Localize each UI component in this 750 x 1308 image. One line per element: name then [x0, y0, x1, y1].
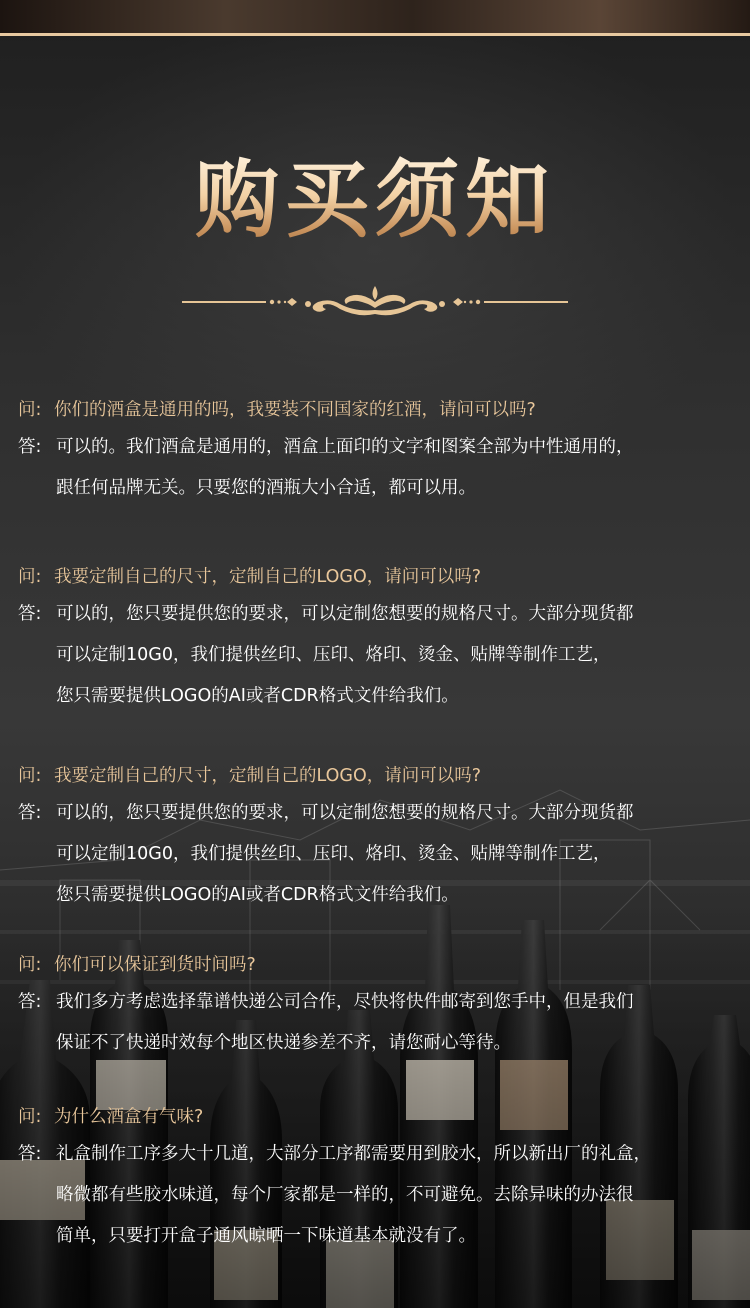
faq-question [18, 948, 733, 982]
answer-prefix: 答: [18, 604, 42, 624]
answer-line: 简单，只要打开盒子通风晾晒一下味道基本就没有了。 [56, 1226, 476, 1246]
answer-line: 可以定制10G0，我们提供丝印、压印、烙印、烫金、贴牌等制作工艺， [56, 645, 611, 665]
answer-line: 保证不了快递时效每个地区快递参差不齐，请您耐心等待。 [56, 1033, 511, 1053]
faq-answer [18, 1134, 733, 1257]
faq-item [18, 393, 733, 509]
faq-answer [18, 982, 733, 1064]
answer-line: 跟任何品牌无关。只要您的酒瓶大小合适，都可以用。 [56, 478, 476, 498]
question-prefix: 问: [18, 766, 42, 786]
answer-line: 礼盒制作工序多大十几道，大部分工序都需要用到胶水，所以新出厂的礼盒， [56, 1144, 651, 1164]
faq-item [18, 560, 733, 717]
answer-line: 略微都有些胶水味道，每个厂家都是一样的，不可避免。去除异味的办法很 [56, 1185, 634, 1205]
answer-line: 我们多方考虑选择靠谱快递公司合作，尽快将快件邮寄到您手中，但是我们 [56, 992, 634, 1012]
faq-item [18, 1100, 733, 1257]
faq-answer [18, 793, 733, 916]
answer-prefix: 答: [18, 992, 42, 1012]
faq-question [18, 393, 733, 427]
answer-line: 可以的，您只要提供您的要求，可以定制您想要的规格尺寸。大部分现货都 [56, 803, 634, 823]
answer-line: 您只需要提供LOGO的AI或者CDR格式文件给我们。 [56, 885, 459, 905]
faq-question [18, 759, 733, 793]
question-text: 为什么酒盒有气味? [54, 1107, 204, 1127]
answer-prefix: 答: [18, 1144, 42, 1164]
answer-line: 可以定制10G0，我们提供丝印、压印、烙印、烫金、贴牌等制作工艺， [56, 844, 611, 864]
question-text: 你们可以保证到货时间吗? [54, 955, 256, 975]
question-text: 你们的酒盒是通用的吗，我要装不同国家的红酒，请问可以吗? [54, 400, 536, 420]
faq-answer [18, 427, 733, 509]
faq-item [18, 948, 733, 1064]
question-text: 我要定制自己的尺寸，定制自己的LOGO，请问可以吗? [54, 766, 482, 786]
answer-line: 可以的，您只要提供您的要求，可以定制您想要的规格尺寸。大部分现货都 [56, 604, 634, 624]
page-title: 购买须知 [0, 150, 750, 250]
question-prefix: 问: [18, 1107, 42, 1127]
faq-item [18, 759, 733, 916]
answer-prefix: 答: [18, 803, 42, 823]
question-prefix: 问: [18, 567, 42, 587]
faq-answer [18, 594, 733, 717]
answer-line: 可以的。我们酒盒是通用的，酒盒上面印的文字和图案全部为中性通用的， [56, 437, 634, 457]
answer-prefix: 答: [18, 437, 42, 457]
faq-question [18, 1100, 733, 1134]
question-prefix: 问: [18, 955, 42, 975]
question-text: 我要定制自己的尺寸，定制自己的LOGO，请问可以吗? [54, 567, 482, 587]
answer-line: 您只需要提供LOGO的AI或者CDR格式文件给我们。 [56, 686, 459, 706]
question-prefix: 问: [18, 400, 42, 420]
faq-question [18, 560, 733, 594]
